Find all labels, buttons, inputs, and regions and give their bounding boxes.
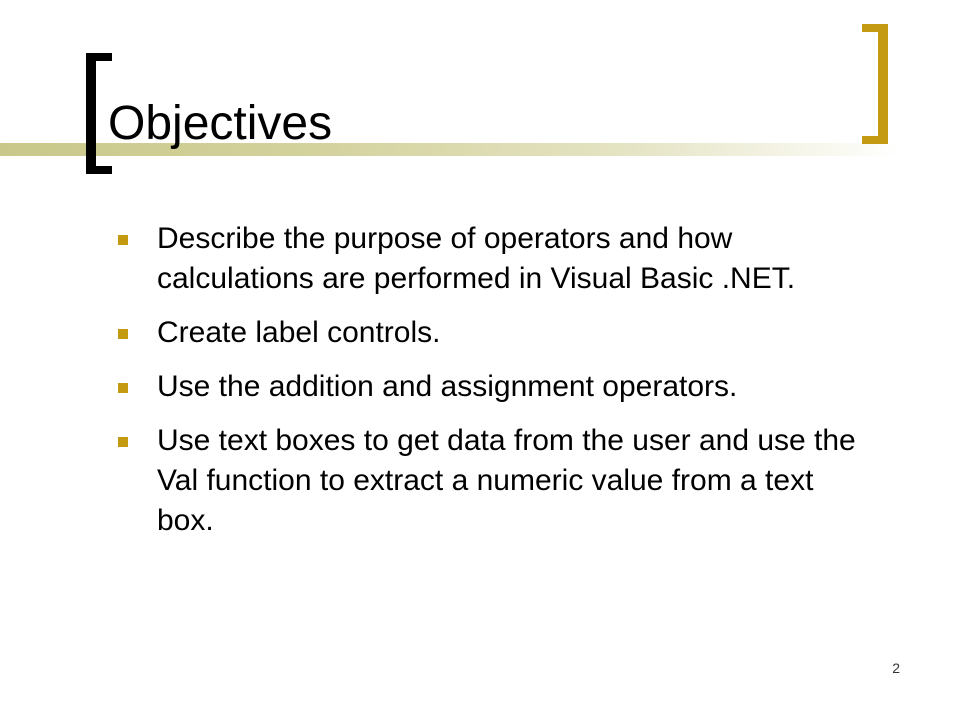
right-bracket-bottom (862, 136, 888, 144)
left-bracket-vertical (86, 53, 96, 174)
slide-title: Objectives (108, 97, 333, 150)
bullet-list (118, 219, 878, 555)
square-bullet-icon (118, 437, 128, 447)
bullet-text: Describe the purpose of operators and how calculations are performed in Visual Basic .NET. (157, 222, 796, 295)
bullet-item (118, 421, 878, 541)
bullet-text: Use text boxes to get data from the user and use the Val function to extract a numeric value from a text box. (157, 424, 856, 537)
left-bracket-top (86, 53, 112, 61)
right-bracket-top (862, 24, 888, 32)
left-bracket-bottom (86, 166, 112, 174)
square-bullet-icon (118, 235, 128, 245)
bullet-item (118, 367, 878, 407)
bullet-text: Use the addition and assignment operators. (157, 370, 738, 403)
bullet-item (118, 313, 878, 353)
right-bracket-vertical (878, 24, 888, 144)
square-bullet-icon (118, 383, 128, 393)
bullet-item (118, 219, 878, 299)
bullet-text: Create label controls. (157, 316, 441, 349)
square-bullet-icon (118, 329, 128, 339)
page-number: 2 (892, 660, 900, 676)
